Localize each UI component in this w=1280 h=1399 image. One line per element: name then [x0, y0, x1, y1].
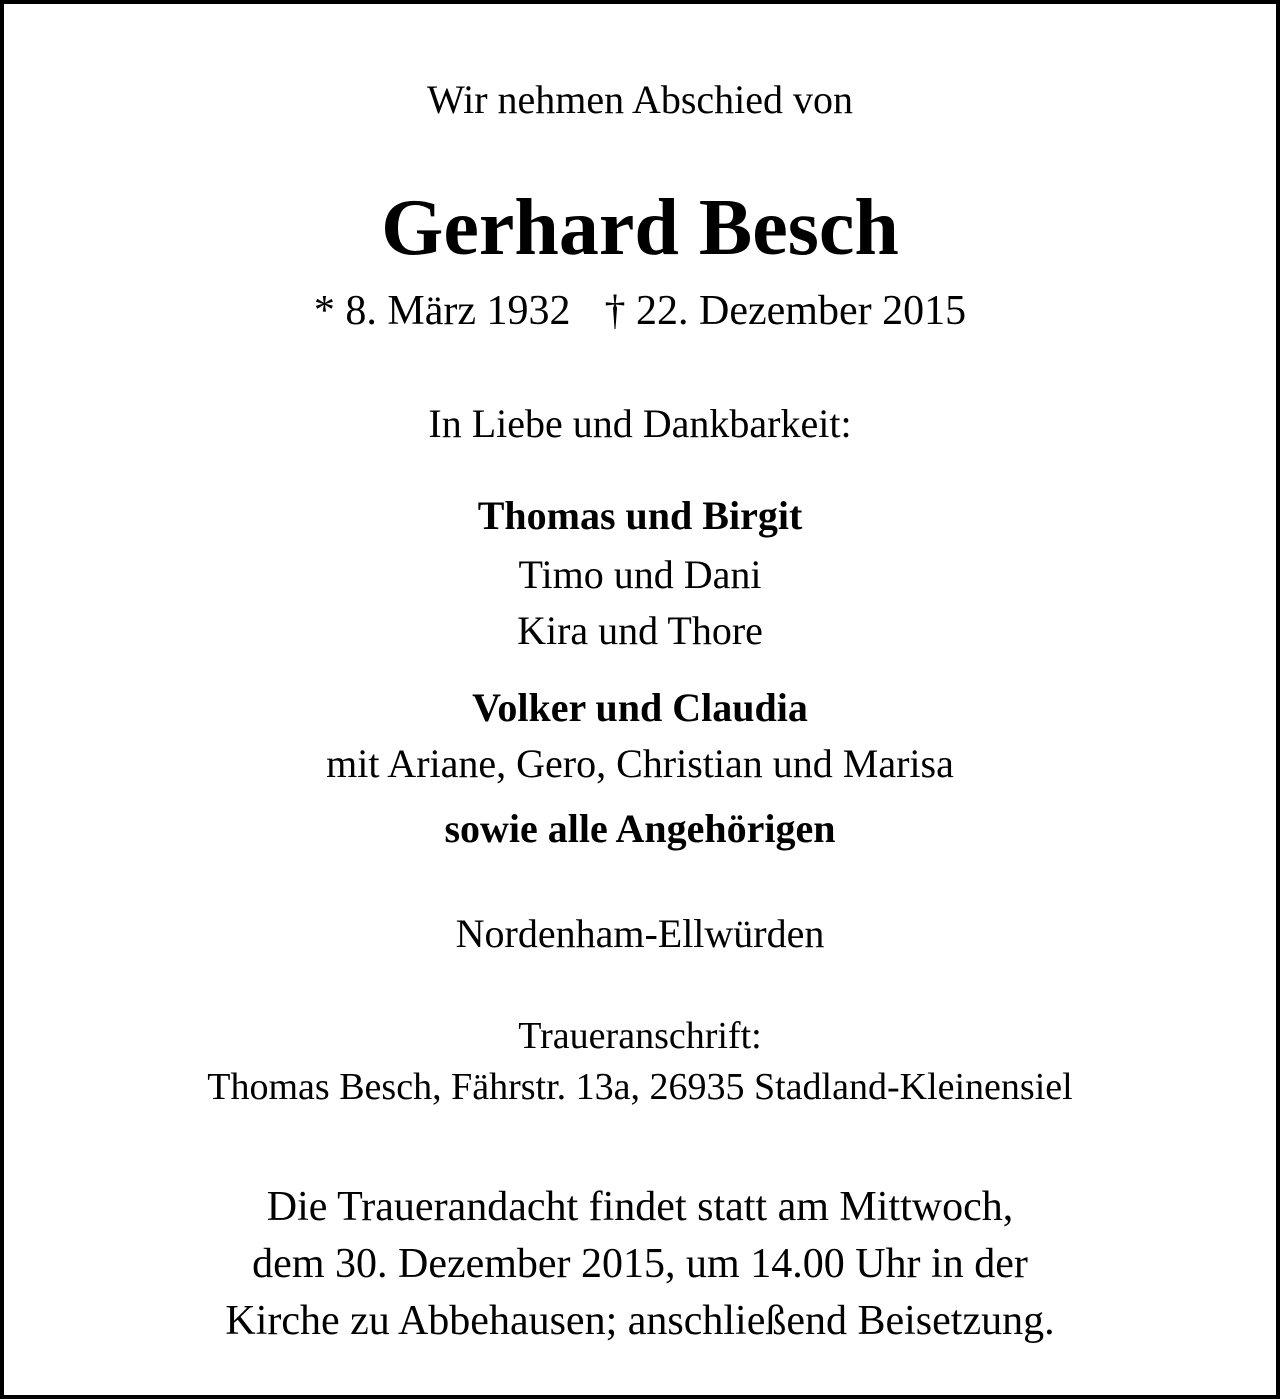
- mourner-line: Thomas und Birgit: [477, 493, 803, 538]
- death-date: † 22. Dezember 2015: [604, 288, 967, 334]
- service-line: Kirche zu Abbehausen; anschließend Beisetzung.: [225, 1298, 1055, 1344]
- service-line: dem 30. Dezember 2015, um 14.00 Uhr in der: [252, 1241, 1028, 1287]
- address-label: Traueranschrift:: [518, 1015, 762, 1057]
- address-text: Thomas Besch, Fährstr. 13a, 26935 Stadland-Kleinensiel: [207, 1066, 1073, 1108]
- mourner-line: Timo und Dani: [518, 552, 762, 597]
- dedication-text: In Liebe und Dankbarkeit:: [428, 401, 852, 446]
- service-line: Die Trauerandacht findet statt am Mittwoch,: [266, 1184, 1014, 1230]
- place-text: Nordenham-Ellwürden: [455, 911, 825, 956]
- birth-date: * 8. März 1932: [313, 288, 571, 334]
- mourner-line: Kira und Thore: [517, 608, 763, 653]
- mourner-line: mit Ariane, Gero, Christian und Marisa: [326, 741, 954, 786]
- mourner-line: Volker und Claudia: [472, 685, 808, 730]
- life-dates: [4, 290, 1276, 332]
- intro-text: Wir nehmen Abschied von: [426, 77, 854, 122]
- mourner-line: sowie alle Angehörigen: [444, 806, 836, 851]
- deceased-name: Gerhard Besch: [381, 184, 899, 272]
